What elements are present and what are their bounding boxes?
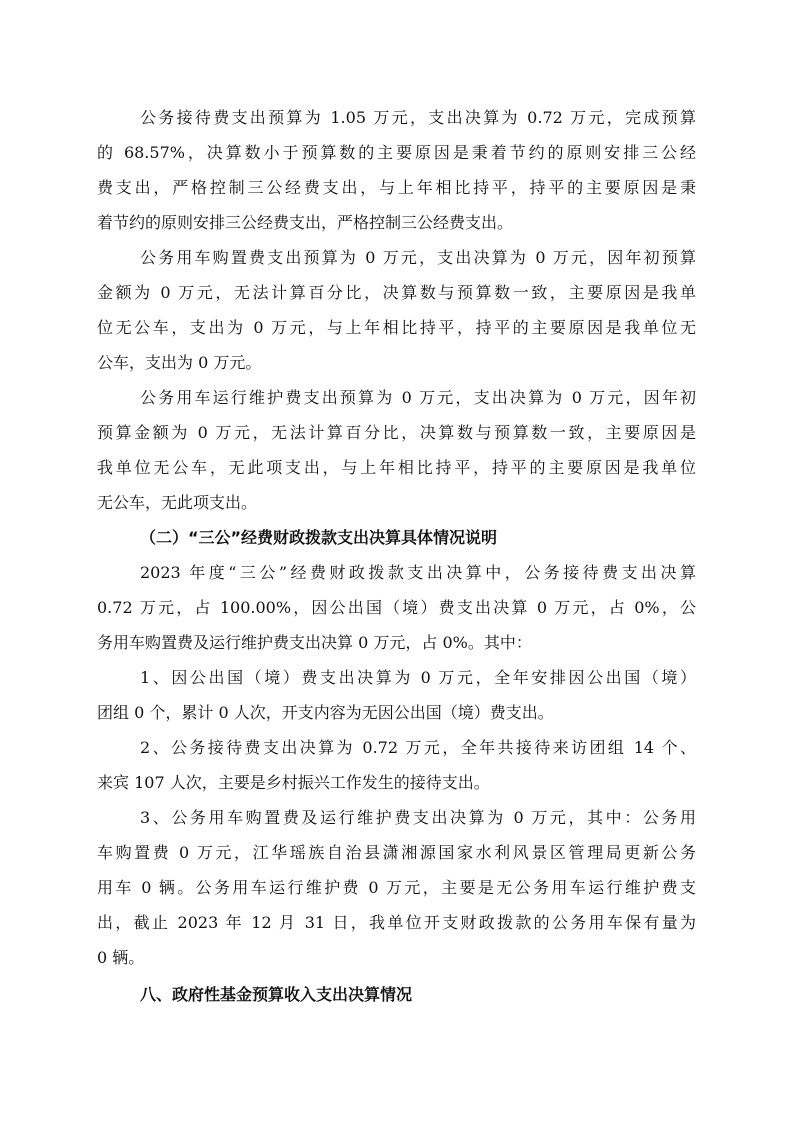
paragraph-line: 公务用车购置费支出预算为 0 万元，支出决算为 0 万元，因年初预算 [140, 248, 696, 267]
paragraph-line: 公车，支出为 0 万元。 [97, 353, 262, 372]
paragraph-line: 2023 年度“三公”经费财政拨款支出决算中，公务接待费支出决算 [140, 563, 696, 582]
paragraph-line: 务用车购置费及运行维护费支出决算 0 万元，占 0%。其中： [97, 633, 532, 652]
paragraph-line: 的 68.57%，决算数小于预算数的主要原因是秉着节约的原则安排三公经 [97, 143, 696, 162]
paragraph-line: 来宾 107 人次，主要是乡村振兴工作发生的接待支出。 [97, 773, 490, 792]
paragraph-line: 用车 0 辆。公务用车运行维护费 0 万元，主要是无公务用车运行维护费支 [97, 878, 696, 897]
paragraph-line: 着节约的原则安排三公经费支出，严格控制三公经费支出。 [97, 213, 514, 232]
paragraph-line: 预算金额为 0 万元，无法计算百分比，决算数与预算数一致，主要原因是 [97, 423, 696, 442]
paragraph-line: 车购置费 0 万元，江华瑶族自治县潇湘源国家水利风景区管理局更新公务 [97, 843, 696, 862]
paragraph-line: 金额为 0 万元，无法计算百分比，决算数与预算数一致，主要原因是我单 [97, 283, 696, 302]
paragraph-line: 团组 0 个，累计 0 人次，开支内容为无因公出国（境）费支出。 [97, 703, 554, 722]
section-heading: （二）“三公”经费财政拨款支出决算具体情况说明 [140, 528, 498, 547]
paragraph-line: 1、因公出国（境）费支出决算为 0 万元，全年安排因公出国（境） [140, 668, 696, 687]
paragraph-line: 3、公务用车购置费及运行维护费支出决算为 0 万元，其中：公务用 [140, 808, 696, 827]
paragraph-line: 出，截止 2023 年 12 月 31 日，我单位开支财政拨款的公务用车保有量为 [97, 913, 696, 932]
section-heading: 八、政府性基金预算收入支出决算情况 [140, 985, 413, 1004]
paragraph-line: 公务用车运行维护费支出预算为 0 万元，支出决算为 0 万元，因年初 [140, 388, 696, 407]
paragraph-line: 位无公车，支出为 0 万元，与上年相比持平，持平的主要原因是我单位无 [97, 318, 696, 337]
paragraph-line: 公务接待费支出预算为 1.05 万元，支出决算为 0.72 万元，完成预算 [140, 108, 696, 127]
paragraph-line: 0 辆。 [97, 948, 145, 967]
paragraph-line: 2、公务接待费支出决算为 0.72 万元，全年共接待来访团组 14 个、 [140, 738, 696, 757]
paragraph-line: 无公车，无此项支出。 [97, 493, 258, 512]
paragraph-line: 费支出，严格控制三公经费支出，与上年相比持平，持平的主要原因是秉 [97, 178, 696, 197]
paragraph-line: 0.72 万元，占 100.00%，因公出国（境）费支出决算 0 万元，占 0%，公 [97, 598, 696, 617]
paragraph-line: 我单位无公车，无此项支出，与上年相比持平，持平的主要原因是我单位 [97, 458, 696, 477]
